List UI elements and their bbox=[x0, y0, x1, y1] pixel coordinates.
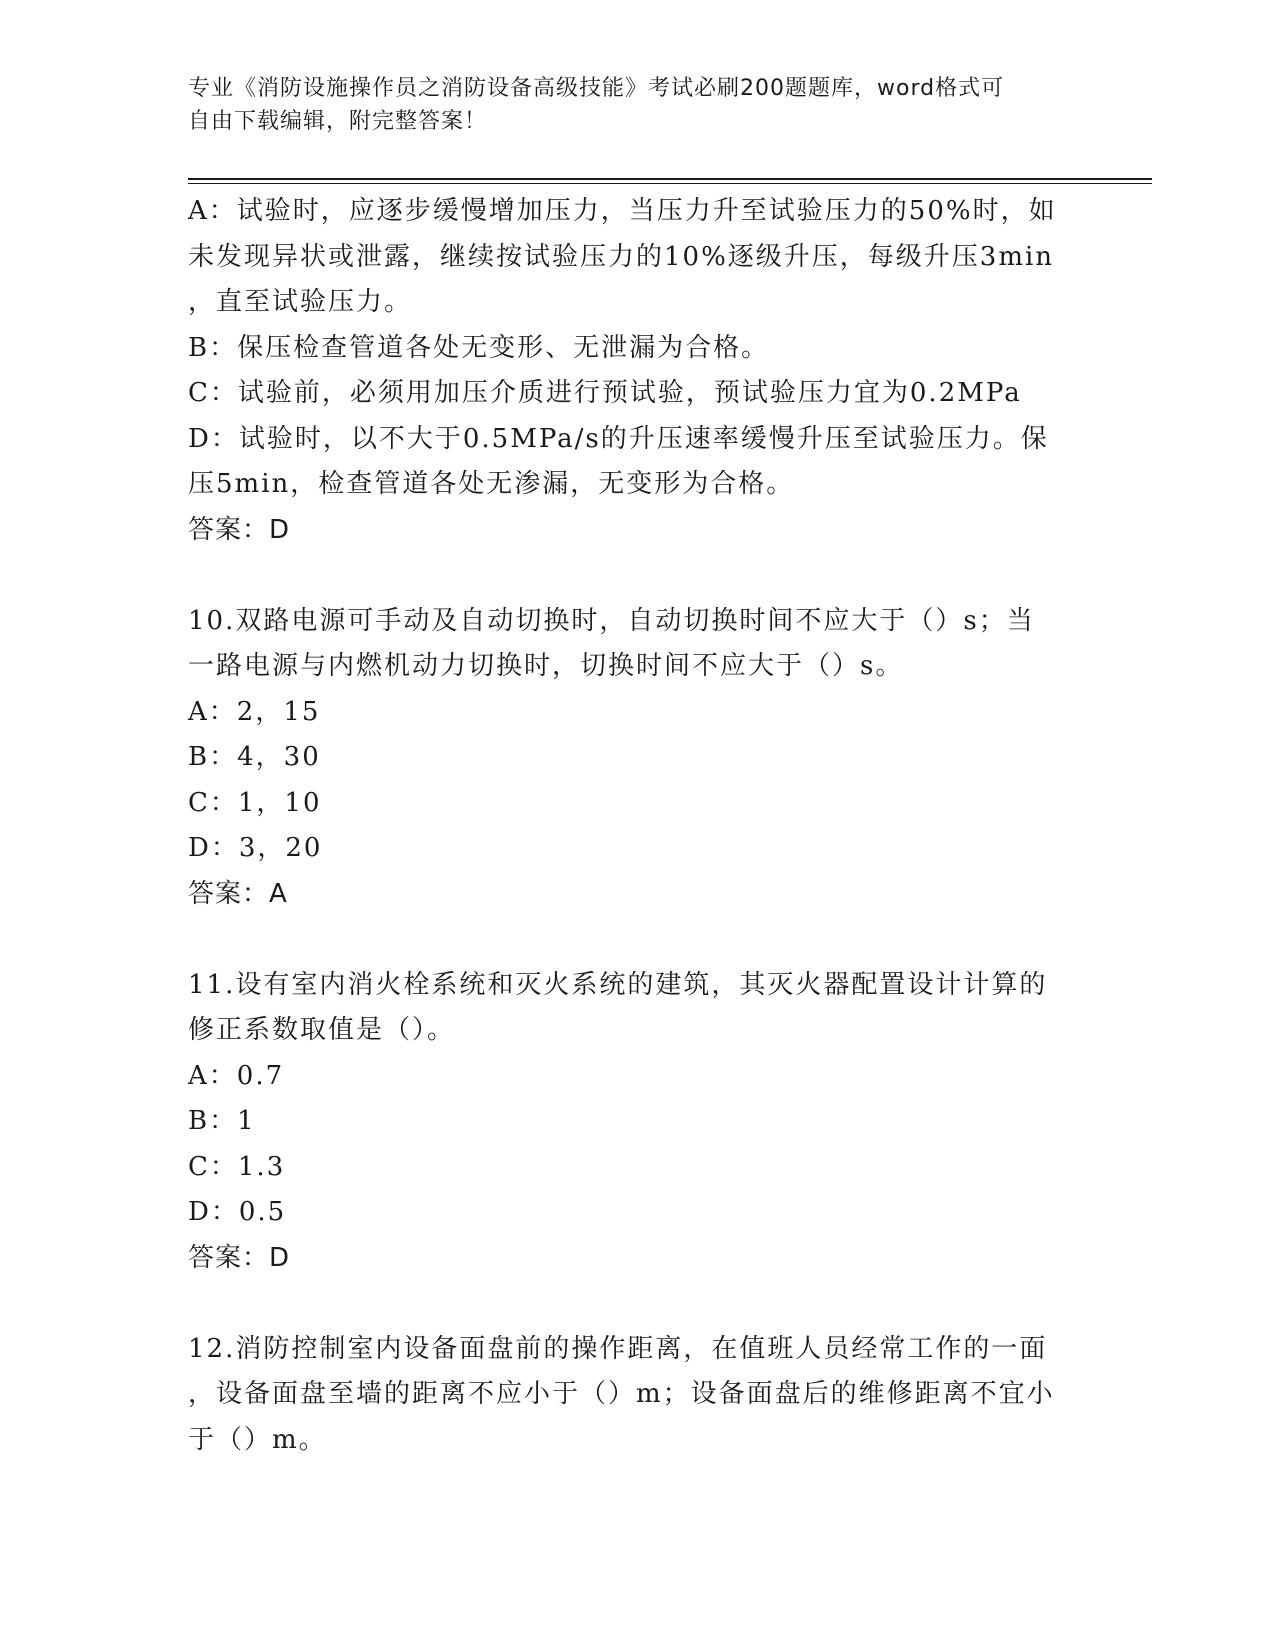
document-header bbox=[188, 72, 1068, 138]
spacer bbox=[188, 553, 1078, 599]
option-d-line: 压5min，检查管道各处无渗漏，无变形为合格。 bbox=[188, 469, 795, 499]
answer-label: 答案：D bbox=[188, 1242, 291, 1273]
question-stem-line: 11.设有室内消火栓系统和灭火系统的建筑，其灭火器配置设计计算的 bbox=[188, 969, 1048, 1000]
option-d-line: D：试验时，以不大于0.5MPa/s的升压速率缓慢升压至试验压力。保 bbox=[188, 423, 1049, 454]
option-c: C：1，10 bbox=[188, 787, 322, 818]
question-12 bbox=[188, 1327, 1078, 1464]
answer-label: 答案：A bbox=[188, 878, 288, 909]
header-line: 自由下载编辑，附完整答案！ bbox=[188, 109, 488, 134]
option-a: A：2，15 bbox=[188, 696, 321, 727]
spacer bbox=[188, 917, 1078, 963]
header-divider bbox=[188, 178, 1152, 180]
question-10 bbox=[188, 599, 1078, 918]
option-c: C：试验前，必须用加压介质进行预试验，预试验压力宜为0.2MPa bbox=[188, 378, 1022, 408]
option-a-line: 未发现异状或泄露，继续按试验压力的10%逐级升压，每级升压3min bbox=[188, 241, 1055, 272]
spacer bbox=[188, 1281, 1078, 1327]
question-stem-line: ，设备面盘至墙的距离不应小于（）m；设备面盘后的维修距离不宜小 bbox=[188, 1379, 1055, 1409]
question-stem-line: 12.消防控制室内设备面盘前的操作距离，在值班人员经常工作的一面 bbox=[188, 1333, 1048, 1364]
question-stem-line: 修正系数取值是（）。 bbox=[188, 1015, 456, 1045]
header-divider-thin bbox=[188, 183, 1152, 184]
option-b: B：保压检查管道各处无变形、无泄漏为合格。 bbox=[188, 332, 770, 363]
option-a: A：0.7 bbox=[188, 1060, 285, 1091]
question-11 bbox=[188, 963, 1078, 1282]
question-stem-line: 一路电源与内燃机动力切换时，切换时间不应大于（）s。 bbox=[188, 651, 904, 681]
option-d: D：0.5 bbox=[188, 1197, 287, 1227]
option-d: D：3，20 bbox=[188, 833, 323, 863]
answer-label: 答案：D bbox=[188, 514, 291, 545]
option-b: B：4，30 bbox=[188, 742, 321, 772]
option-a-line: A：试验时，应逐步缓慢增加压力，当压力升至试验压力的50%时，如 bbox=[188, 196, 1057, 226]
option-c: C：1.3 bbox=[188, 1151, 286, 1182]
question-9 bbox=[188, 189, 1078, 553]
question-content bbox=[188, 189, 1078, 1463]
header-line: 专业《消防设施操作员之消防设备高级技能》考试必刷200题题库，word格式可 bbox=[188, 76, 1005, 101]
question-stem-line: 于（）m。 bbox=[188, 1424, 327, 1455]
option-b: B：1 bbox=[188, 1106, 256, 1136]
option-a-line: ，直至试验压力。 bbox=[188, 287, 413, 317]
question-stem-line: 10.双路电源可手动及自动切换时，自动切换时间不应大于（）s；当 bbox=[188, 605, 1035, 636]
